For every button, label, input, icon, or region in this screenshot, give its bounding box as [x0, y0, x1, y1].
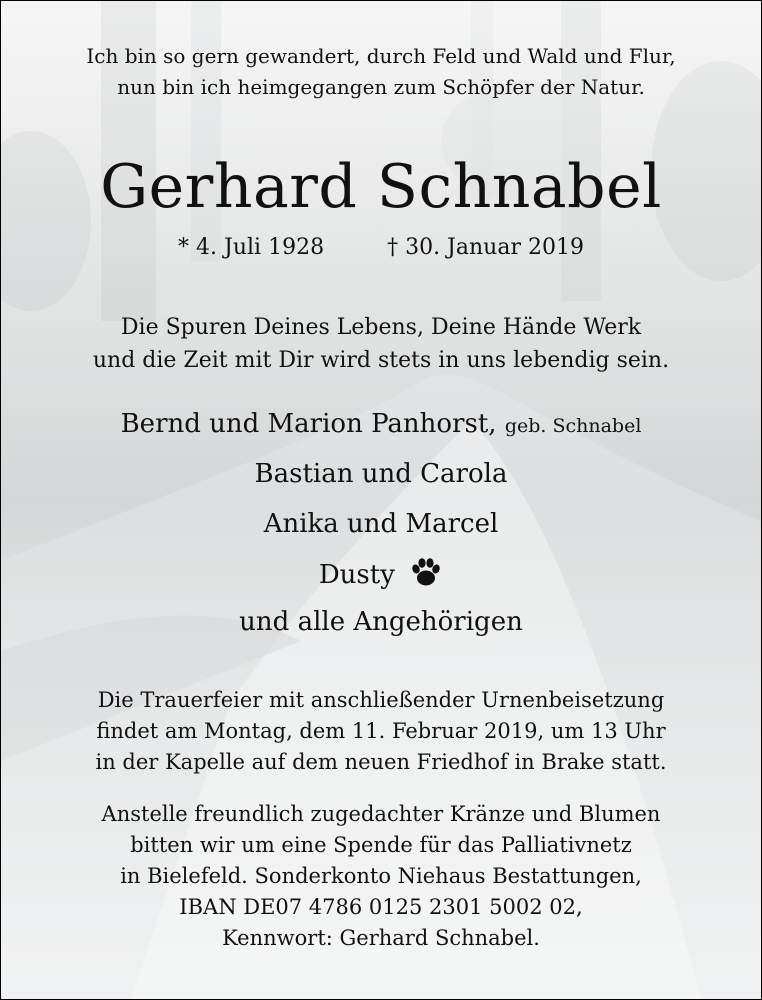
verse-line-2: und die Zeit mit Dir wird stets in uns lebendig sein.: [92, 348, 670, 373]
motto-line-1: Ich bin so gern gewandert, durch Feld und Wald und Flur,: [86, 44, 676, 68]
mourner-1: [1, 407, 761, 443]
donation-line-1: Anstelle freundlich zugedachter Kränze und Blumen: [101, 802, 661, 826]
birth-date: * 4. Juli 1928: [178, 235, 325, 260]
mourner-4: [1, 557, 761, 592]
life-dates: [1, 233, 761, 263]
funeral-line-3: in der Kapelle auf dem neuen Friedhof in Brake statt.: [95, 750, 667, 774]
mourner-2: Bastian und Carola: [254, 459, 508, 489]
motto-verse: [1, 41, 761, 103]
memorial-verse: [1, 311, 761, 377]
death-date: † 30. Januar 2019: [387, 235, 584, 260]
mourner-3: Anika und Marcel: [263, 509, 499, 539]
donation-notice: [1, 799, 761, 954]
deceased-name: Gerhard Schnabel: [100, 152, 662, 222]
verse-line-1: Die Spuren Deines Lebens, Deine Hände Werk: [120, 315, 642, 340]
donation-iban: IBAN DE07 4786 0125 2301 5002 02,: [179, 895, 583, 919]
donation-keyword: Kennwort: Gerhard Schnabel.: [222, 926, 540, 950]
mourner-4-name: Dusty: [318, 560, 395, 590]
funeral-notice: [1, 685, 761, 778]
donation-line-2: bitten wir um eine Spende für das Palliativnetz: [130, 833, 632, 857]
funeral-line-1: Die Trauerfeier mit anschließender Urnenbeisetzung: [97, 688, 665, 712]
mourner-1-note: geb. Schnabel: [504, 415, 642, 437]
motto-line-2: nun bin ich heimgegangen zum Schöpfer der Natur.: [117, 75, 645, 99]
paw-print-icon: [409, 557, 443, 587]
mourner-5: und alle Angehörigen: [239, 607, 523, 637]
donation-line-3: in Bielefeld. Sonderkonto Niehaus Bestattungen,: [120, 864, 642, 888]
funeral-line-2: findet am Montag, dem 11. Februar 2019, um 13 Uhr: [96, 719, 666, 743]
mourner-1-name: Bernd und Marion Panhorst,: [120, 409, 497, 439]
